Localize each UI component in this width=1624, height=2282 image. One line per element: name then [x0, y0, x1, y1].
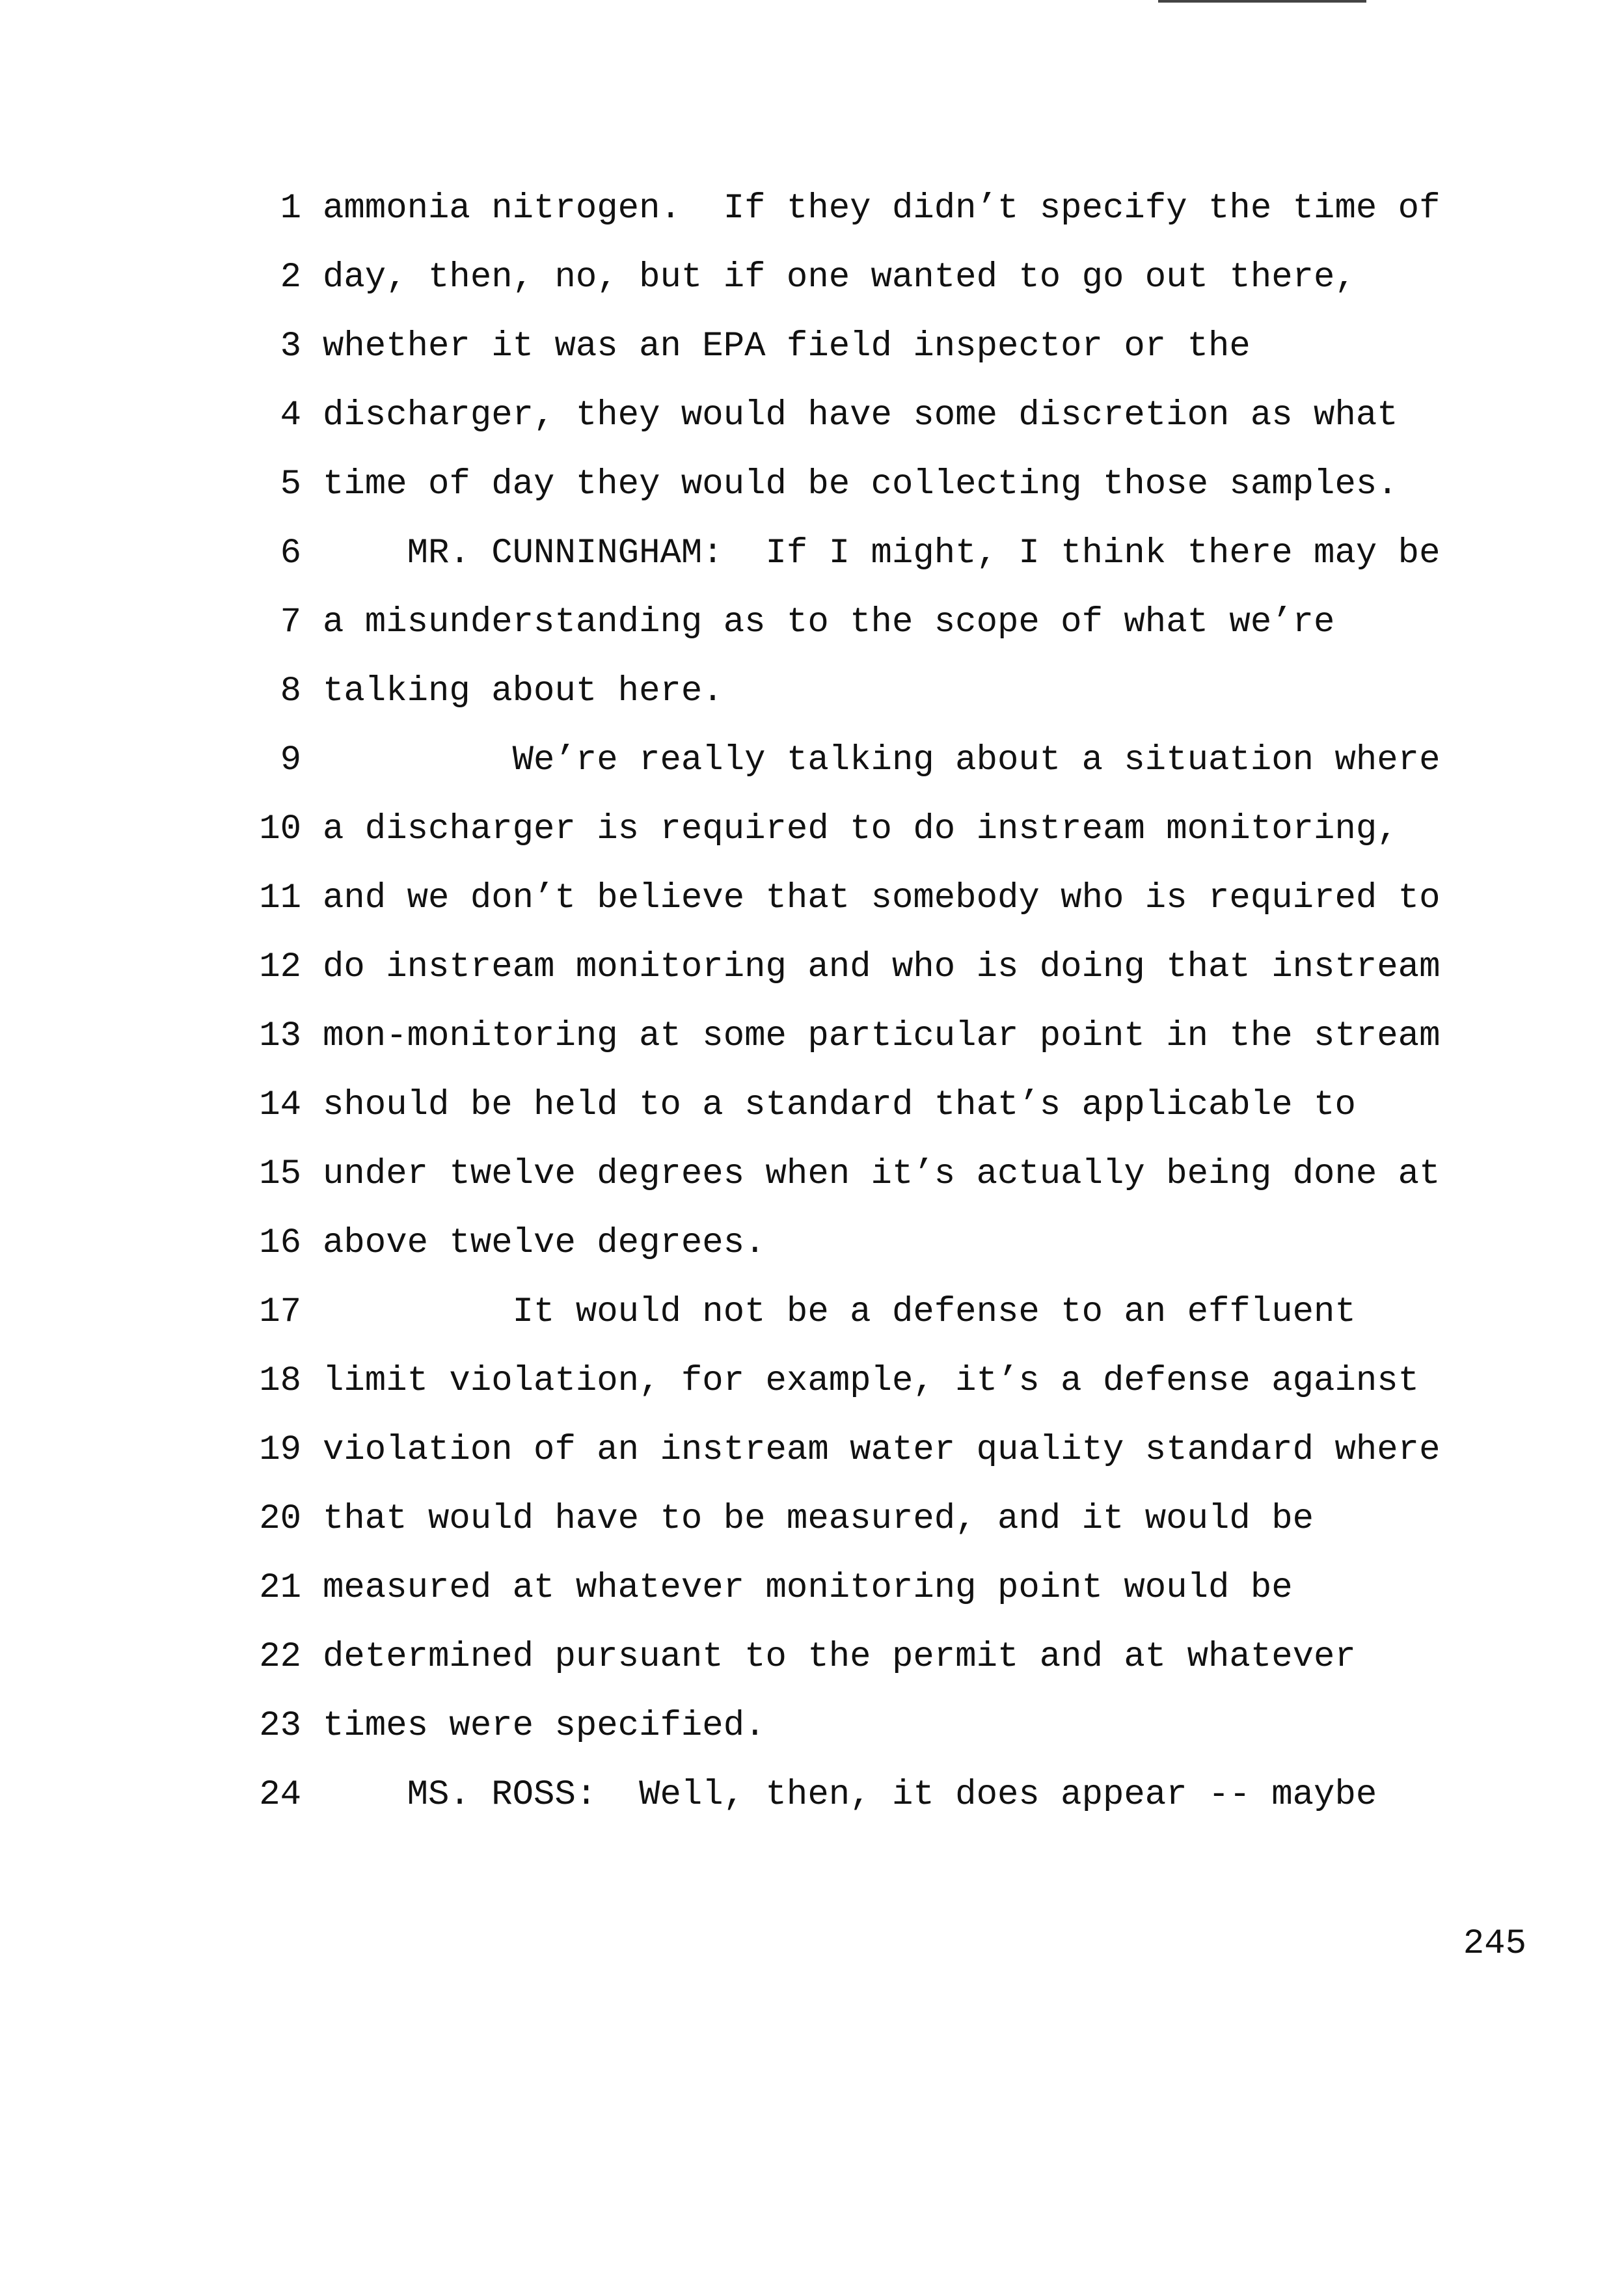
line-number: 9	[280, 740, 301, 780]
line-text: under twelve degrees when it’s actually being done at	[323, 1154, 1441, 1194]
transcript-line	[0, 1002, 1624, 1071]
line-number: 17	[259, 1292, 301, 1332]
transcript-line	[0, 1623, 1624, 1692]
line-number: 6	[280, 534, 301, 573]
line-number: 23	[259, 1706, 301, 1746]
line-text: and we don’t believe that somebody who is required to	[323, 878, 1441, 918]
line-text: determined pursuant to the permit and at whatever	[323, 1637, 1356, 1677]
transcript-line	[0, 1485, 1624, 1554]
line-text: that would have to be measured, and it would be	[323, 1499, 1314, 1539]
transcript-line	[0, 657, 1624, 726]
line-number: 11	[259, 878, 301, 918]
line-number: 4	[280, 396, 301, 435]
transcript-line	[0, 1278, 1624, 1347]
line-number: 18	[259, 1361, 301, 1401]
line-text: time of day they would be collecting those samples.	[323, 465, 1398, 504]
transcript-line	[0, 174, 1624, 243]
transcript-line	[0, 864, 1624, 933]
line-text: MR. CUNNINGHAM: If I might, I think there may be	[323, 534, 1441, 573]
transcript-line	[0, 1209, 1624, 1278]
transcript-line	[0, 933, 1624, 1002]
line-number: 15	[259, 1154, 301, 1194]
line-number: 14	[259, 1085, 301, 1125]
line-number: 24	[259, 1775, 301, 1815]
line-number: 12	[259, 947, 301, 987]
transcript-line	[0, 1554, 1624, 1623]
transcript-line	[0, 381, 1624, 450]
transcript-line	[0, 795, 1624, 864]
line-number: 8	[280, 672, 301, 711]
line-text: discharger, they would have some discretion as what	[323, 396, 1398, 435]
line-number: 13	[259, 1016, 301, 1056]
transcript-line	[0, 726, 1624, 795]
line-text: limit violation, for example, it’s a defense against	[323, 1361, 1420, 1401]
line-text: day, then, no, but if one wanted to go out there,	[323, 258, 1356, 297]
line-text: whether it was an EPA field inspector or the	[323, 327, 1251, 366]
line-number: 2	[280, 258, 301, 297]
line-text: mon-monitoring at some particular point in the stream	[323, 1016, 1441, 1056]
line-text: a misunderstanding as to the scope of what we’re	[323, 603, 1335, 642]
line-text: MS. ROSS: Well, then, it does appear -- maybe	[323, 1775, 1377, 1815]
line-number: 1	[280, 189, 301, 228]
line-text: do instream monitoring and who is doing that instream	[323, 947, 1441, 987]
transcript-line	[0, 1347, 1624, 1416]
transcript-line	[0, 243, 1624, 312]
transcript-line	[0, 312, 1624, 381]
line-number: 10	[259, 809, 301, 849]
transcript-line	[0, 1416, 1624, 1485]
line-text: talking about here.	[323, 672, 724, 711]
transcript-line	[0, 519, 1624, 588]
line-text: We’re really talking about a situation where	[323, 740, 1441, 780]
line-text: violation of an instream water quality standard where	[323, 1430, 1441, 1470]
transcript-line	[0, 450, 1624, 519]
transcript-line	[0, 1692, 1624, 1761]
line-number: 21	[259, 1568, 301, 1608]
line-text: a discharger is required to do instream monitoring,	[323, 809, 1398, 849]
line-number: 22	[259, 1637, 301, 1677]
top-edge-rule	[1158, 0, 1366, 3]
page-number: 245	[1463, 1924, 1526, 1964]
transcript-line	[0, 588, 1624, 657]
line-text: above twelve degrees.	[323, 1223, 766, 1263]
line-number: 7	[280, 603, 301, 642]
line-number: 3	[280, 327, 301, 366]
line-number: 19	[259, 1430, 301, 1470]
transcript-line	[0, 1071, 1624, 1140]
line-text: measured at whatever monitoring point would be	[323, 1568, 1293, 1608]
transcript-line	[0, 1140, 1624, 1209]
line-number: 16	[259, 1223, 301, 1263]
line-text: ammonia nitrogen. If they didn’t specify the time of	[323, 189, 1441, 228]
line-number: 5	[280, 465, 301, 504]
line-number: 20	[259, 1499, 301, 1539]
line-text: times were specified.	[323, 1706, 766, 1746]
line-text: It would not be a defense to an effluent	[323, 1292, 1356, 1332]
line-text: should be held to a standard that’s applicable to	[323, 1085, 1356, 1125]
transcript-line	[0, 1761, 1624, 1830]
